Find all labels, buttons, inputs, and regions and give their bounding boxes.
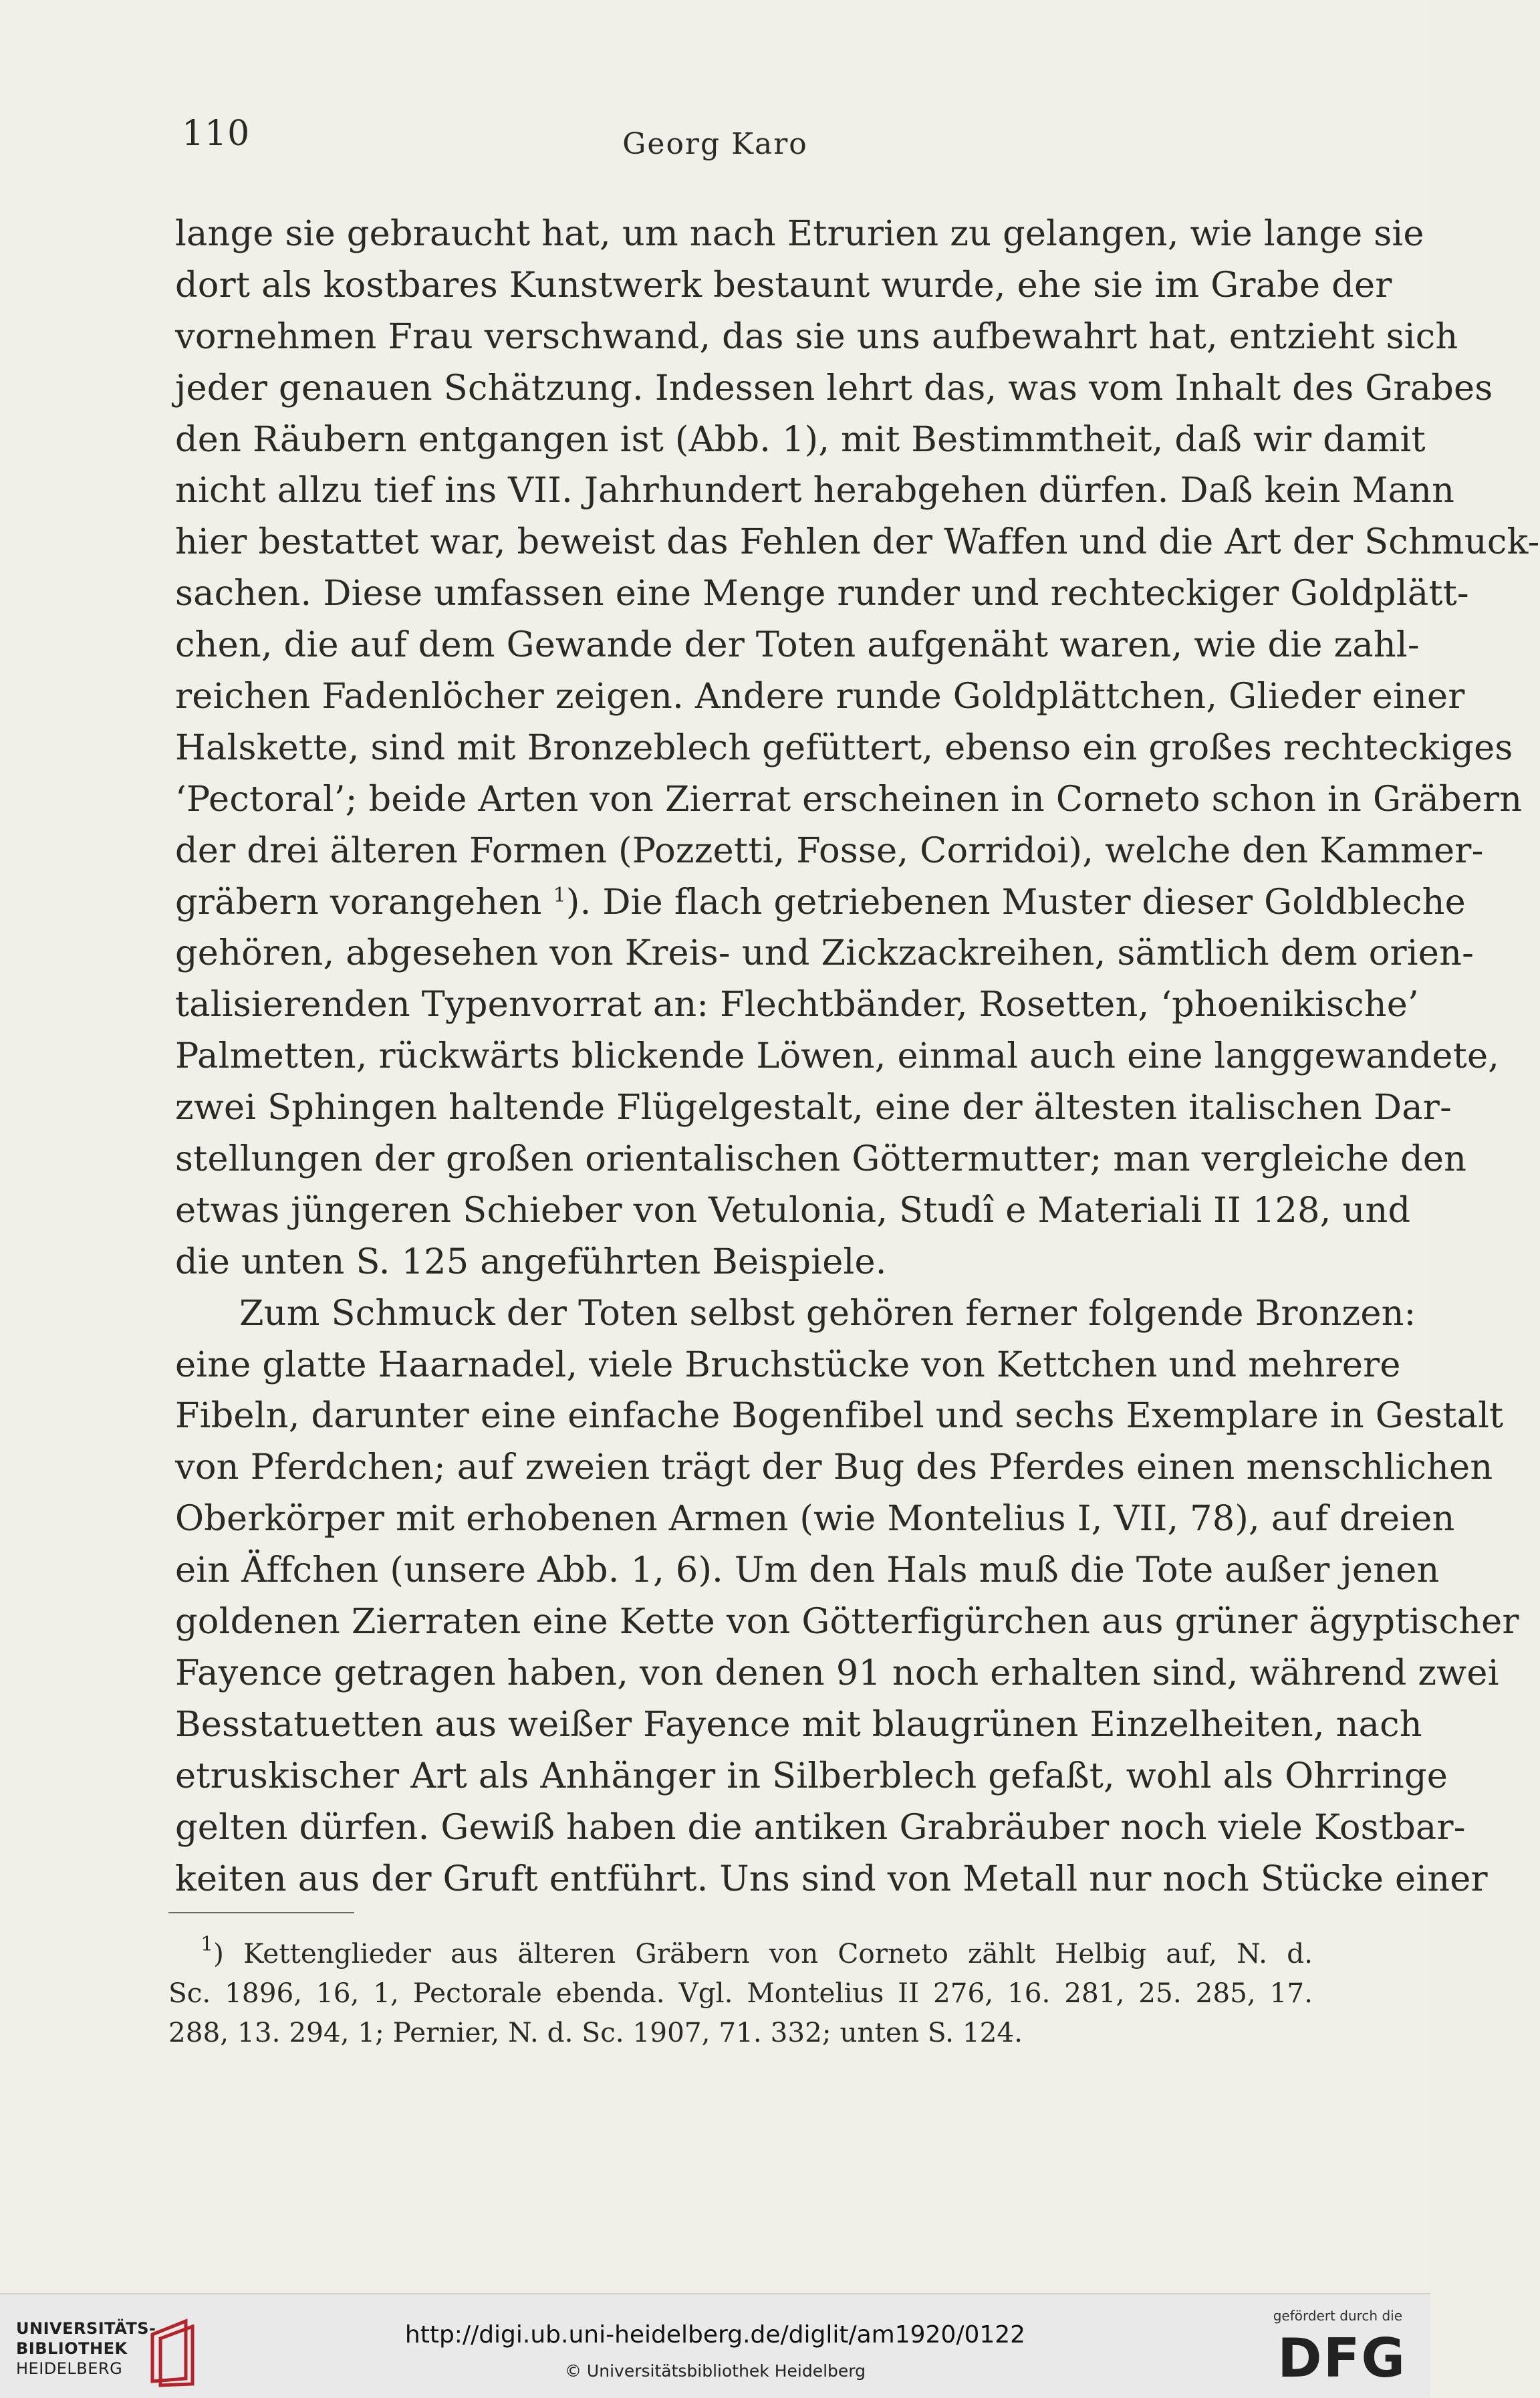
footnote-line: 288, 13. 294, 1; Pernier, N. d. Sc. 1907, 71. 332; unten S. 124. bbox=[168, 2016, 1023, 2048]
text-line: gehören, abgesehen von Kreis- und Zickzackreihen, sämtlich dem orien- bbox=[175, 933, 1474, 974]
text-line: etruskischer Art als Anhänger in Silberblech gefaßt, wohl als Ohrringe bbox=[175, 1755, 1448, 1796]
footnote-marker: 1 bbox=[201, 1933, 214, 1956]
text-line: eine glatte Haarnadel, viele Bruchstücke von Kettchen und mehrere bbox=[175, 1344, 1401, 1385]
text-line: der drei älteren Formen (Pozzetti, Fosse, Corridoi), welche den Kammer- bbox=[175, 830, 1484, 871]
text-line: Besstatuetten aus weißer Fayence mit blaugrünen Einzelheiten, nach bbox=[175, 1703, 1422, 1745]
footnote-reference: 1 bbox=[553, 883, 566, 907]
text-line: Oberkörper mit erhobenen Armen (wie Montelius I, VII, 78), auf dreien bbox=[175, 1498, 1455, 1540]
text-line: keiten aus der Gruft entführt. Uns sind von Metall nur noch Stücke einer bbox=[175, 1858, 1488, 1899]
text-line: die unten S. 125 angeführten Beispiele. bbox=[175, 1241, 887, 1282]
text-line: jeder genauen Schätzung. Indessen lehrt das, was vom Inhalt des Grabes bbox=[175, 367, 1493, 408]
text-line: stellungen der großen orientalischen Göttermutter; man vergleiche den bbox=[175, 1138, 1467, 1180]
text-line bbox=[175, 877, 1466, 929]
digital-library-link[interactable]: http://digi.ub.uni-heidelberg.de/diglit/am1920/0122 bbox=[404, 2321, 1026, 2349]
text-line: hier bestattet war, beweist das Fehlen der Waffen und die Art der Schmuck- bbox=[175, 521, 1540, 563]
page-number: 110 bbox=[182, 114, 251, 154]
text-line: chen, die auf dem Gewande der Toten aufgenäht waren, wie die zahl- bbox=[175, 624, 1420, 666]
text-line: von Pferdchen; auf zweien trägt der Bug des Pferdes einen menschlichen bbox=[175, 1447, 1493, 1488]
text-line: Halskette, sind mit Bronzeblech gefüttert, ebenso ein großes rechteckiges bbox=[175, 727, 1513, 768]
text-line: sachen. Diese umfassen eine Menge runder und rechteckiger Goldplätt- bbox=[175, 573, 1469, 614]
text-line: Fibeln, darunter eine einfache Bogenfibel und sechs Exemplare in Gestalt bbox=[175, 1395, 1504, 1437]
running-head: Georg Karo bbox=[622, 127, 808, 161]
footnote-divider bbox=[168, 1912, 354, 1913]
funding-note: gefördert durch die bbox=[1273, 2308, 1402, 2324]
copyright-notice: © Universitätsbibliothek Heidelberg bbox=[564, 2361, 866, 2381]
text-line-end: ). Die flach getriebenen Muster dieser Goldbleche bbox=[565, 881, 1466, 923]
text-line-start: gräbern vorangehen bbox=[175, 881, 542, 923]
library-name-line: BIBLIOTHEK bbox=[16, 2339, 128, 2358]
body-text bbox=[175, 209, 1540, 1905]
text-line: goldenen Zierraten eine Kette von Götterfigürchen aus grüner ägyptischer bbox=[175, 1601, 1519, 1643]
text-line: etwas jüngeren Schieber von Vetulonia, Studî e Materiali II 128, und bbox=[175, 1189, 1411, 1231]
text-line: vornehmen Frau verschwand, das sie uns aufbewahrt hat, entzieht sich bbox=[175, 316, 1458, 357]
text-line: zwei Sphingen haltende Flügelgestalt, eine der ältesten italischen Dar- bbox=[175, 1087, 1452, 1128]
text-line: talisierenden Typenvorrat an: Flechtbänder, Rosetten, ‘phoenikische’ bbox=[175, 984, 1419, 1026]
text-line: den Räubern entgangen ist (Abb. 1), mit Bestimmtheit, daß wir damit bbox=[175, 418, 1426, 460]
footnotes bbox=[168, 1934, 1313, 2052]
text-line: Palmetten, rückwärts blickende Löwen, einmal auch eine langgewandete, bbox=[175, 1036, 1500, 1077]
library-footer bbox=[0, 2293, 1430, 2398]
text-line: nicht allzu tief ins VII. Jahrhundert herabgehen dürfen. Daß kein Mann bbox=[175, 470, 1455, 511]
text-line: reichen Fadenlöcher zeigen. Andere runde Goldplättchen, Glieder einer bbox=[175, 676, 1465, 717]
text-line: gelten dürfen. Gewiß haben die antiken Grabräuber noch viele Kostbar- bbox=[175, 1806, 1466, 1848]
text-line: lange sie gebraucht hat, um nach Etrurien zu gelangen, wie lange sie bbox=[175, 213, 1424, 254]
dfg-logo: DFG bbox=[1277, 2327, 1406, 2389]
library-name-line: UNIVERSITÄTS- bbox=[16, 2319, 156, 2338]
text-line: Zum Schmuck der Toten selbst gehören ferner folgende Bronzen: bbox=[239, 1292, 1416, 1334]
text-line: ‘Pectoral’; beide Arten von Zierrat erscheinen in Corneto schon in Gräbern bbox=[175, 778, 1523, 820]
footnote-line bbox=[168, 1934, 1313, 1973]
text-line: ein Äffchen (unsere Abb. 1, 6). Um den Hals muß die Tote außer jenen bbox=[175, 1550, 1440, 1591]
text-line: Fayence getragen haben, von denen 91 noch erhalten sind, während zwei bbox=[175, 1652, 1499, 1693]
footnote-text: ) Kettenglieder aus älteren Gräbern von Corneto zählt Helbig auf, N. d. bbox=[213, 1937, 1313, 1969]
text-line: dort als kostbares Kunstwerk bestaunt wurde, ehe sie im Grabe der bbox=[175, 264, 1392, 306]
library-city: HEIDELBERG bbox=[16, 2359, 123, 2378]
footnote-line: Sc. 1896, 16, 1, Pectorale ebenda. Vgl. Montelius II 276, 16. 281, 25. 285, 17. bbox=[168, 1977, 1313, 2009]
